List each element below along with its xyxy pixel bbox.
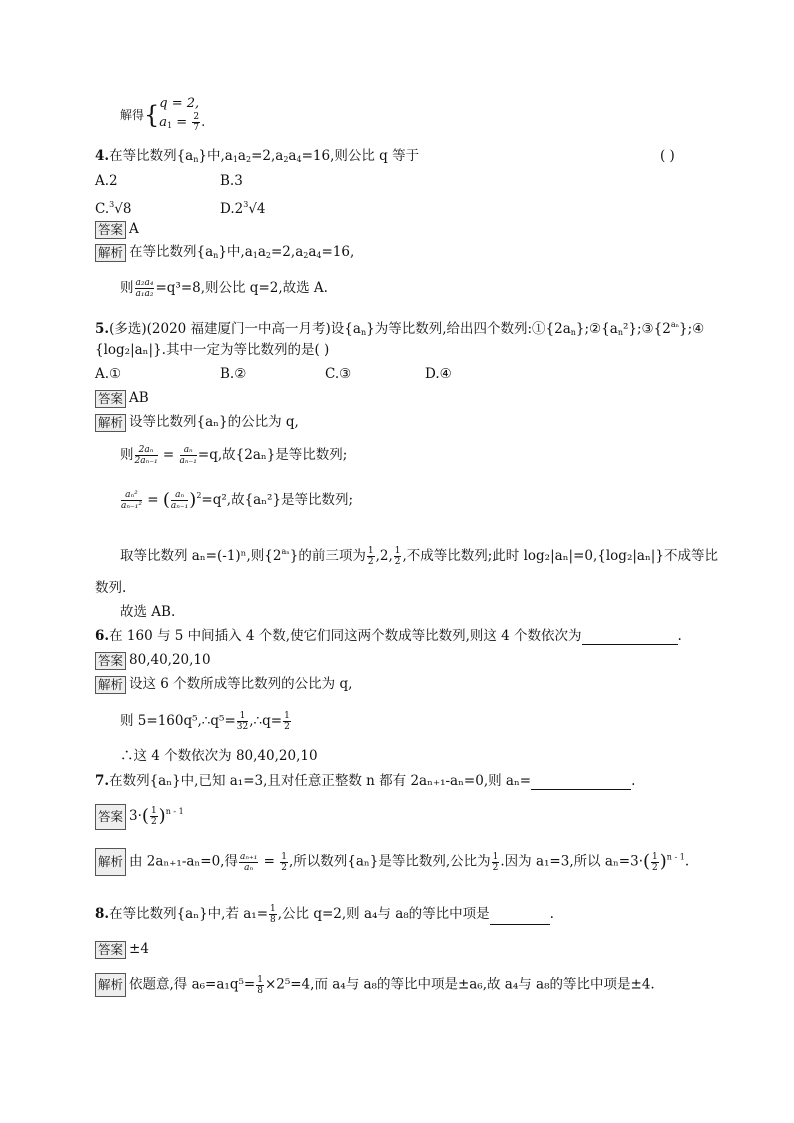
- q8-stem: 8.在等比数列{aₙ}中,若 a₁= $\frac{1}{8}$ ,公比 q=2,则 a₄与 a₈的等比中项是 .: [95, 904, 554, 925]
- q7-analysis: 解析 由 2aₙ₊₁-aₙ=0,得 $\frac{\text{aₙ₊₁}}{\text{aₙ}}$ = $\frac{1}{2}$ ,所以数列{aₙ}是等比数列,公比为 $\frac{1}{2}$ .因为 a₁=3,所以 aₙ=3·( $\frac{1}{2}$ )$^{n - 1}$.: [95, 848, 689, 882]
- q4-analysis-2: 则 $\frac{\text{a₂a₄}}{\text{a₁a₂}}$ =q³=8,则公比 q=2,故选 A.: [120, 278, 328, 299]
- q5-analysis-6: 故选 AB.: [120, 604, 176, 620]
- eq-a1-sub: 1: [167, 121, 173, 130]
- q6-blank: [582, 630, 678, 645]
- q5-analysis-4: 取等比数列 aₙ=(-1)ⁿ,则$\{2^{a_n}\}$的前三项为 $\frac{1}{2}$ ,2, $\frac{1}{2}$ ,不成等比数列;此时 log₂|aₙ|=0,{log₂|aₙ|}不成等比: [120, 546, 718, 567]
- q8-answer: 答案 ±4: [95, 940, 149, 959]
- q4-option-b: B.3: [220, 173, 243, 189]
- q5-option-d: D.④: [425, 366, 452, 382]
- analysis-label: 解析: [95, 848, 126, 876]
- q8-analysis: 解析 依题意,得 a₆=a₁q⁵= $\frac{1}{8}$ ×2⁵=4,而 a₄与 a₈的等比中项是±a₆,故 a₄与 a₈的等比中项是±4.: [95, 973, 655, 1001]
- q4-option-c: C.$^3$√8: [95, 200, 132, 217]
- answer-label: 答案: [95, 941, 126, 959]
- eq-a1-end: .: [201, 115, 206, 130]
- q6-answer: 答案 80,40,20,10: [95, 651, 211, 670]
- q5-stem-2: {log₂|aₙ|}.其中一定为等比数列的是( ): [95, 342, 330, 358]
- analysis-label: 解析: [95, 414, 126, 432]
- q4-stem: 4.在等比数列$\{a_n\}$中$,a_1a_2=2,a_2a_4=16$,则公比 q 等于: [95, 148, 420, 164]
- q6-analysis-2: 则 5=160q⁵,∴q⁵= $\frac{1}{32}$ ,∴q= $\frac{1}{2}$: [120, 711, 290, 732]
- q5-analysis-5: 数列.: [95, 580, 127, 596]
- q5-option-b: B.②: [220, 366, 247, 382]
- q4-option-a: A.2: [95, 173, 118, 189]
- answer-label: 答案: [95, 652, 126, 670]
- analysis-label: 解析: [95, 244, 126, 262]
- q8-blank: [490, 910, 550, 925]
- q5-stem-1: 5.(多选)(2020 福建厦门一中高一月考)设$\{a_n\}$为等比数列,给出四个数列$:①\{2a_n\};②\{a_n^2\};③\{2^{a_n}\};④$: [95, 320, 705, 337]
- answer-label: 答案: [95, 390, 126, 408]
- q5-option-a: A.①: [95, 366, 122, 382]
- q4-analysis-1: 解析 在等比数列$\{a_n\}$中$,a_1a_2=2,a_2a_4=16$,: [95, 243, 354, 265]
- q5-answer: 答案 AB: [95, 389, 149, 408]
- q5-analysis-1: 解析 设等比数列{aₙ}的公比为 q,: [95, 413, 299, 432]
- q6-analysis-3: ∴这 4 个数依次为 80,40,20,10: [120, 748, 318, 764]
- q6-stem: 6.在 160 与 5 中间插入 4 个数,使它们同这两个数成等比数列,则这 4 个数依次为 .: [95, 628, 682, 644]
- q5-option-c: C.③: [325, 366, 352, 382]
- q4-answer: 答案 A: [95, 220, 139, 239]
- eq-a1-var: a: [159, 115, 168, 130]
- answer-label: 答案: [95, 221, 126, 239]
- q7-blank: [531, 775, 631, 790]
- q5-analysis-3: $\frac{\text{aₙ²}}{\text{aₙ₋₁²}}$ = ( $\frac{\text{aₙ}}{\text{aₙ₋₁}}$ )$^2$=q²,故{aₙ²}是等比数列;: [121, 489, 354, 511]
- q4-option-d: $D.2^3√4$: [220, 200, 266, 217]
- eq-q: q = 2,: [159, 96, 200, 111]
- q6-analysis-1: 解析 设这 6 个数所成等比数列的公比为 q,: [95, 675, 352, 694]
- solution-system: [120, 96, 205, 136]
- eq-a1-frac: $\frac{2}{7}$: [193, 112, 200, 133]
- q5-analysis-2: 则 $\frac{\text{2aₙ}}{\text{2aₙ₋₁}}$ = $\frac{\text{aₙ}}{\text{aₙ₋₁}}$ =q,故{2aₙ}是等比数列;: [120, 445, 348, 466]
- answer-label: 答案: [95, 804, 126, 830]
- q7-stem: 7.在数列{aₙ}中,已知 a₁=3,且对任意正整数 n 都有 2aₙ₊₁-aₙ=0,则 aₙ= .: [95, 773, 636, 789]
- solve-label: 解得: [120, 108, 145, 122]
- q4-paren: ( ): [660, 148, 675, 164]
- left-brace: {: [144, 101, 160, 129]
- q7-answer: 答案 3·( $\frac{1}{2}$ )$^{n - 1}$: [95, 803, 184, 837]
- eq-a1-eq: =: [172, 115, 192, 130]
- analysis-label: 解析: [95, 973, 126, 997]
- analysis-label: 解析: [95, 676, 126, 694]
